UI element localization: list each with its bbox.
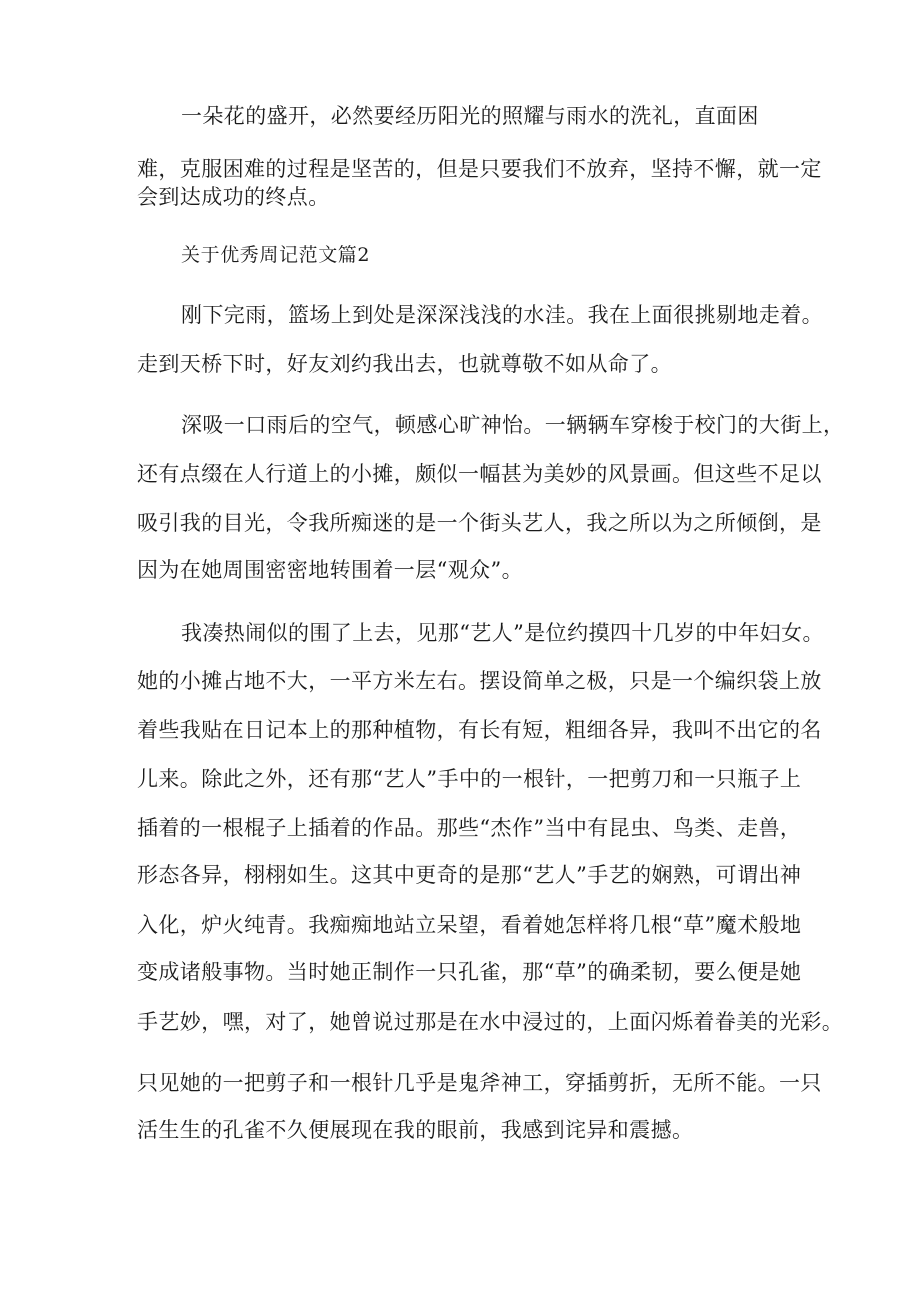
paragraph-4-line-3: 着些我贴在日记本上的那种植物，有长有短，粗细各异，我叫不出它的名: [137, 718, 822, 742]
paragraph-4-line-4: 儿来。除此之外，还有那“艺人”手中的一根针，一把剪刀和一只瓶子上: [137, 767, 802, 791]
paragraph-4-line-9: 手艺妙，嘿，对了，她曾说过那是在水中浸过的，上面闪烁着眷美的光彩。: [137, 1010, 844, 1034]
paragraph-3-line-1: 深吸一口雨后的空气，顿感心旷神怡。一辆辆车穿梭于校门的大街上，: [181, 413, 845, 437]
paragraph-4-line-2: 她的小摊占地不大，一平方米左右。摆设简单之极，只是一个编织袋上放: [137, 669, 822, 693]
paragraph-4-line-5: 插着的一根棍子上插着的作品。那些“杰作”当中有昆虫、鸟类、走兽，: [137, 816, 802, 840]
paragraph-1-line-3: 会到达成功的终点。: [137, 185, 330, 209]
paragraph-4-line-7: 入化，炉火纯青。我痴痴地站立呆望，看着她怎样将几根“草”魔术般地: [137, 913, 802, 937]
section-heading: 关于优秀周记范文篇2: [181, 244, 371, 266]
paragraph-2-line-1: 刚下完雨，篮场上到处是深深浅浅的水洼。我在上面很挑剔地走着。: [181, 303, 823, 327]
paragraph-4-line-8: 变成诸般事物。当时她正制作一只孔雀，那“草”的确柔韧，要么便是她: [137, 960, 802, 984]
paragraph-4-line-1: 我凑热闹似的围了上去，见那“艺人”是位约摸四十几岁的中年妇女。: [181, 621, 824, 645]
paragraph-4-line-6: 形态各异，栩栩如生。这其中更奇的是那“艺人”手艺的娴熟，可谓出神: [137, 863, 802, 887]
paragraph-5-line-1: 只见她的一把剪子和一根针几乎是鬼斧神工，穿插剪折，无所不能。一只: [137, 1071, 822, 1095]
paragraph-2-line-2: 走到天桥下时，好友刘约我出去，也就尊敬不如从命了。: [137, 352, 672, 376]
paragraph-1-line-1: 一朵花的盛开，必然要经历阳光的照耀与雨水的洗礼，直面困: [181, 104, 759, 128]
paragraph-5-line-2: 活生生的孔雀不久便展现在我的眼前，我感到诧异和震撼。: [137, 1118, 694, 1142]
paragraph-3-line-4: 因为在她周围密密地转围着一层“观众”。: [137, 558, 524, 582]
paragraph-1-line-2: 难，克服困难的过程是坚苦的，但是只要我们不放弃，坚持不懈，就一定: [137, 157, 822, 181]
paragraph-3-line-2: 还有点缀在人行道上的小摊，颇似一幅甚为美妙的风景画。但这些不足以: [137, 462, 822, 486]
paragraph-3-line-3: 吸引我的目光，令我所痴迷的是一个街头艺人，我之所以为之所倾倒，是: [137, 511, 822, 535]
